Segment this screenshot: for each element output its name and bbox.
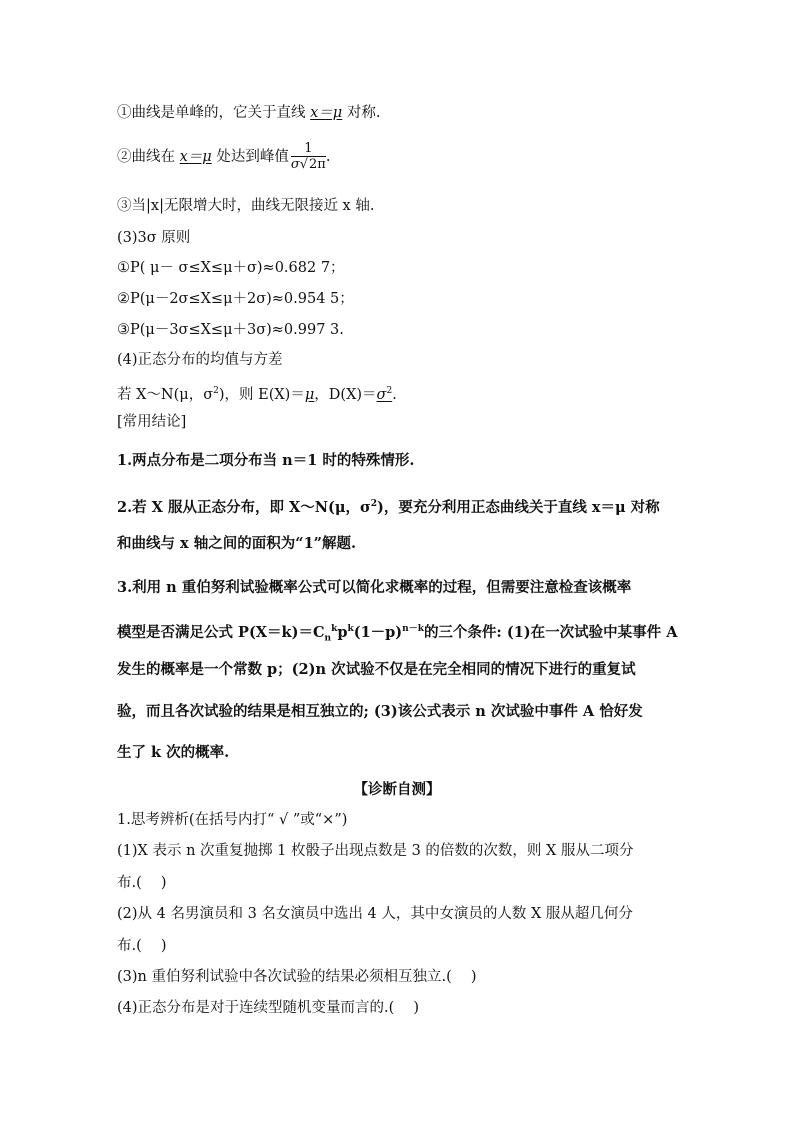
question-4: (4)正态分布是对于连续型随机变量而言的.( ) <box>117 1000 420 1016</box>
conclusion-2-line-2: 和曲线与 x 轴之间的面积为“1”解题. <box>117 535 357 552</box>
question-2-line-2: 布.( ) <box>117 938 167 954</box>
rule-title: (3)3σ 原则 <box>117 230 191 246</box>
peak-fraction: $\frac{1}{\sigma√2\pi}$ <box>290 141 326 172</box>
rule-2: ②P(μ－2σ≤X≤μ＋2σ)≈0.954 5； <box>117 291 354 307</box>
conclusion-3-line-4: 验，而且各次试验的结果是相互独立的; (3)该公式表示 n 次试验中事件 A 恰好发 <box>117 703 643 720</box>
rule-3: ③P(μ－3σ≤X≤μ＋3σ)≈0.997 3. <box>117 322 344 338</box>
question-1-line-1: (1)X 表示 n 次重复抛掷 1 枚骰子出现点数是 3 的倍数的次数，则 X 服从二项分 <box>117 843 634 859</box>
question-3: (3)n 重伯努利试验中各次试验的结果必须相互独立.( ) <box>117 969 477 985</box>
conclusion-3-line-1: 3.利用 n 重伯努利试验概率公式可以简化求概率的过程，但需要注意检查该概率 <box>117 579 632 596</box>
mean-text: 若 X～N(μ，$\sigma^2$)，则 E(X)＝μ，$D(X)=\sigma^2$. <box>117 386 397 403</box>
conclusion-2-line-1: 2.若 X 服从正态分布，即 X～N(μ，$\sigma^2$)，要充分利用正态曲线关于直线 x＝μ 对称 <box>117 498 660 516</box>
question-2-line-1: (2)从 4 名男演员和 3 名女演员中选出 4 人，其中女演员的人数 X 服从超几何分 <box>117 906 633 922</box>
conclusions-title: [常用结论] <box>117 414 187 430</box>
conclusion-3-line-5: 生了 k 次的概率. <box>117 744 230 761</box>
conclusion-3-line-2: 模型是否满足公式 $P(X=k)=C_n^kp^k(1-p)^{n-k}$的三个条件: (1)在一次试验中某事件 A <box>117 623 678 644</box>
conclusion-1: 1.两点分布是二项分布当 n＝1 时的特殊情形. <box>117 452 415 469</box>
diagnosis-heading: 【诊断自测】 <box>353 781 441 798</box>
property-2: ②曲线在 x＝μ 处达到峰值 $\frac{1}{\sigma√2\pi}$ . <box>117 141 331 172</box>
property-3: ③当|x|无限增大时，曲线无限接近 x 轴. <box>117 198 375 214</box>
conclusion-3-line-3: 发生的概率是一个常数 p；(2)n 次试验不仅是在完全相同的情况下进行的重复试 <box>117 661 636 678</box>
property-1: ①曲线是单峰的，它关于直线 x＝μ 对称. <box>117 105 381 121</box>
mean-title: (4)正态分布的均值与方差 <box>117 352 283 368</box>
rule-1: ①P( μ－ σ≤X≤μ＋σ)≈0.682 7； <box>117 260 345 276</box>
question-1-line-2: 布.( ) <box>117 875 167 891</box>
question-title: 1.思考辨析(在括号内打“ √ ”或“×”) <box>117 812 348 828</box>
